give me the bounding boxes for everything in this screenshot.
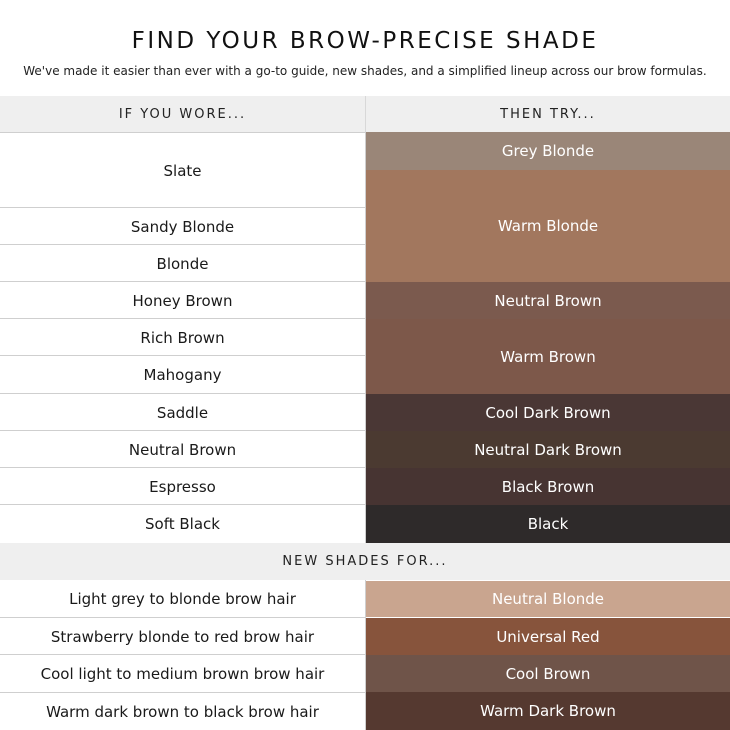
hair-description-cell: Strawberry blonde to red brow hair xyxy=(0,617,365,655)
hair-description-cell: Light grey to blonde brow hair xyxy=(69,590,296,608)
new-shades-section-header: NEW SHADES FOR... xyxy=(0,543,730,580)
previous-shade-cell: Espresso xyxy=(0,467,365,505)
shade-swatch-cool-dark-brown: Cool Dark Brown xyxy=(366,394,730,431)
hair-description-cell: Cool light to medium brown brow hair xyxy=(0,654,365,693)
previous-shade-cell: Mahogany xyxy=(0,355,365,394)
shade-swatch-black: Black xyxy=(366,505,730,543)
shade-swatch-warm-dark-brown: Warm Dark Brown xyxy=(366,692,730,730)
shade-swatch-neutral-blonde: Neutral Blonde xyxy=(366,581,730,617)
shade-swatch-neutral-brown: Neutral Brown xyxy=(366,282,730,319)
previous-shade-cell: Rich Brown xyxy=(0,318,365,356)
hair-description-cell: Warm dark brown to black brow hair xyxy=(0,692,365,730)
page-subtitle: We've made it easier than ever with a go-to guide, new shades, and a simplified lineup across our brow formulas. xyxy=(23,64,707,78)
page-title: FIND YOUR BROW-PRECISE SHADE xyxy=(131,28,599,54)
previous-shade-cell: Soft Black xyxy=(0,504,365,543)
shade-swatch-universal-red: Universal Red xyxy=(366,618,730,655)
shade-swatch-warm-blonde: Warm Blonde xyxy=(366,170,730,282)
previous-shade-cell: Blonde xyxy=(0,244,365,282)
shade-swatch-cool-brown: Cool Brown xyxy=(366,655,730,692)
previous-shade-cell: Saddle xyxy=(0,393,365,431)
column-header-if-you-wore: IF YOU WORE... xyxy=(0,96,365,132)
column-header-then-try: THEN TRY... xyxy=(366,96,730,132)
shade-swatch-grey-blonde: Grey Blonde xyxy=(366,132,730,170)
shade-swatch-warm-brown: Warm Brown xyxy=(366,319,730,394)
previous-shade-cell: Sandy Blonde xyxy=(0,207,365,245)
previous-shade-cell: Slate xyxy=(0,132,365,208)
previous-shade-cell: Honey Brown xyxy=(0,281,365,319)
shade-swatch-black-brown: Black Brown xyxy=(366,468,730,505)
previous-shade-cell: Neutral Brown xyxy=(0,430,365,468)
shade-swatch-neutral-dark-brown: Neutral Dark Brown xyxy=(366,431,730,468)
